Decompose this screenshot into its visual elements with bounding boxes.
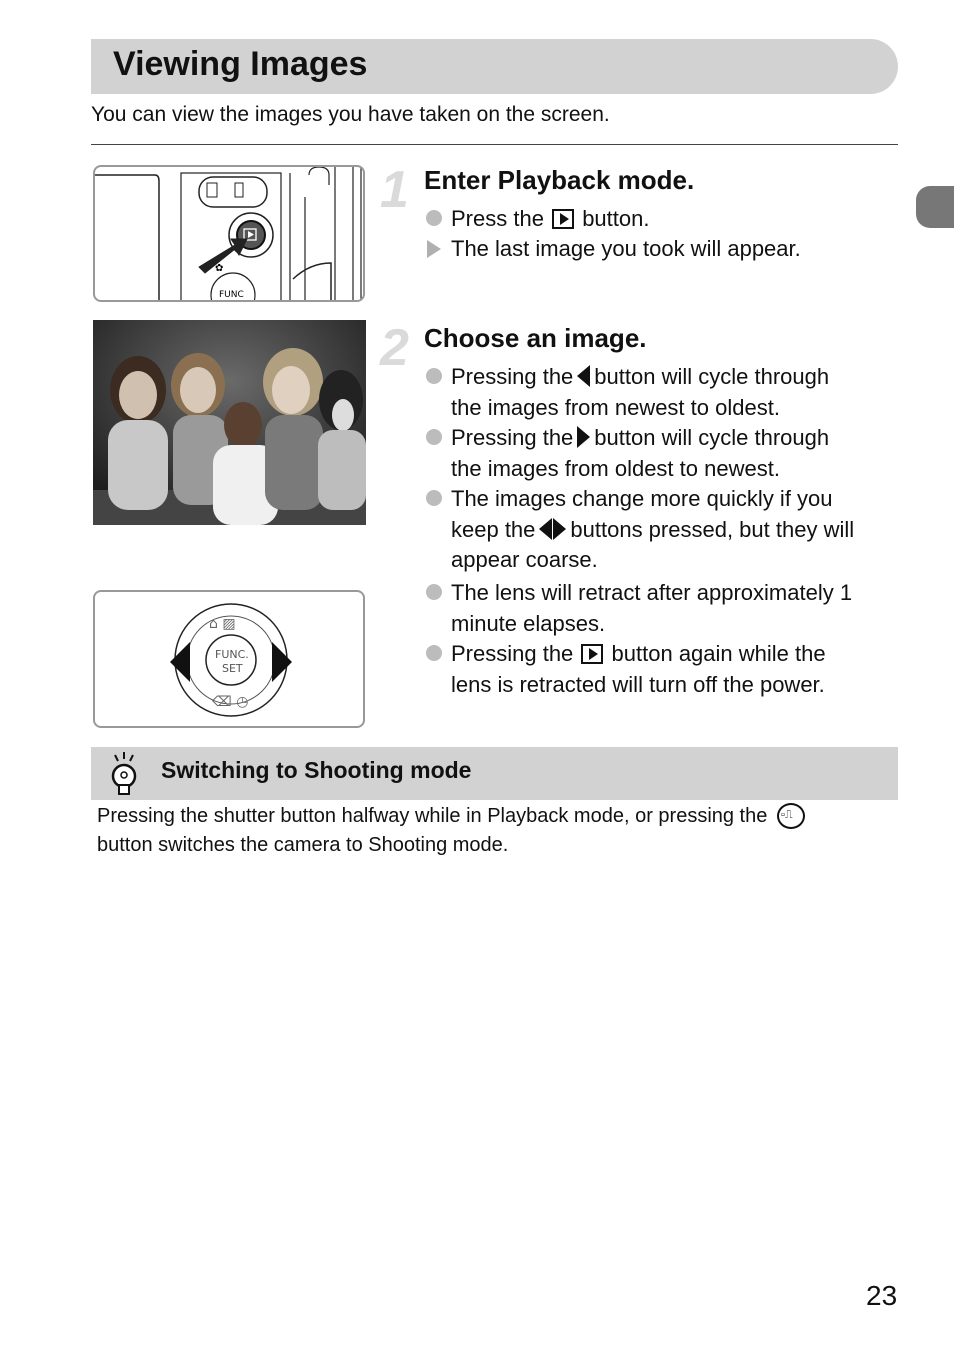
step-2-bullet-4: The lens will retract after approximately 1 minute elapses. (451, 578, 901, 639)
step-2-bullet-3: The images change more quickly if you keep the buttons pressed, but they will appear coarse. (451, 484, 901, 576)
title-bar (91, 39, 898, 94)
playback-icon (581, 644, 603, 664)
func-set-label-2: SET (222, 662, 243, 675)
bullet-circle-icon (426, 645, 442, 661)
right-arrow-icon (553, 518, 566, 540)
intro-text: You can view the images you have taken on the screen. (91, 103, 610, 126)
shooting-mode-icon (777, 803, 805, 829)
step-number-1: 1 (380, 161, 409, 219)
svg-text:⌫ ◷: ⌫ ◷ (212, 694, 249, 710)
bullet-circle-icon (426, 368, 442, 384)
left-arrow-icon (539, 518, 552, 540)
tip-title: Switching to Shooting mode (161, 757, 472, 783)
step-1-bullet-1: Press the button. (451, 204, 901, 235)
bullet-circle-icon (426, 490, 442, 506)
divider (91, 144, 898, 145)
chapter-tab (916, 186, 954, 228)
func-set-label-1: FUNC. (215, 648, 249, 661)
bullet-circle-icon (426, 584, 442, 600)
camera-playback-figure (93, 165, 365, 302)
playback-icon (552, 209, 574, 229)
step-1-bullet-2: The last image you took will appear. (451, 234, 901, 265)
bullet-circle-icon (426, 210, 442, 226)
right-arrow-icon (577, 426, 590, 448)
page-number: 23 (866, 1280, 898, 1311)
lightbulb-icon (107, 751, 141, 797)
page-title: Viewing Images (113, 45, 368, 83)
step-1-heading: Enter Playback mode. (424, 165, 695, 195)
func-label: FUNC (219, 290, 244, 300)
tip-body: Pressing the shutter button halfway while in Playback mode, or pressing the ▫⎍ button switches the camera to Shooting mode. (97, 802, 897, 859)
step-2-bullet-5: Pressing the button again while the lens is retracted will turn off the power. (451, 639, 901, 700)
sample-photo (93, 320, 366, 525)
svg-text:✿: ✿ (215, 263, 224, 274)
step-2-bullet-2: Pressing the button will cycle through the images from oldest to newest. (451, 423, 901, 484)
svg-text:⌂ ▨: ⌂ ▨ (209, 616, 236, 632)
result-arrow-icon (427, 240, 441, 258)
step-2-bullet-1: Pressing the button will cycle through the images from newest to oldest. (451, 362, 901, 423)
control-dial-figure (93, 590, 365, 728)
control-dial-illustration (95, 592, 365, 728)
left-arrow-icon (577, 365, 590, 387)
camera-illustration (95, 167, 365, 302)
tip-header (91, 747, 898, 800)
step-2-heading: Choose an image. (424, 323, 647, 353)
bullet-circle-icon (426, 429, 442, 445)
children-photo-illustration (93, 320, 366, 525)
step-number-2: 2 (380, 319, 409, 377)
